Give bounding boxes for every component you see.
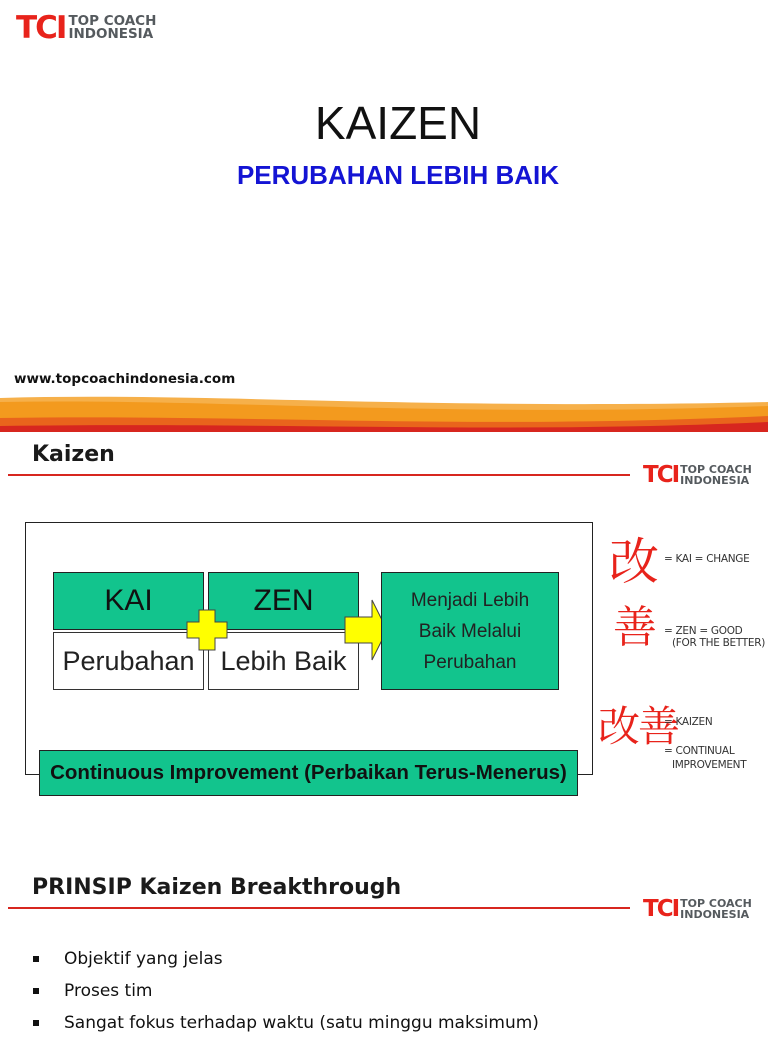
- list-item: [32, 948, 539, 980]
- list-item: [32, 1012, 539, 1044]
- bullet-square-icon: [33, 956, 39, 962]
- brand-line-1: TOP COACH: [680, 897, 752, 910]
- kanji-kai: 改: [609, 533, 659, 591]
- tci-wordmark: TCI: [643, 462, 679, 488]
- bullet-square-icon: [33, 988, 39, 994]
- bullet-square-icon: [33, 1020, 39, 1026]
- brand-line-2: INDONESIA: [68, 26, 154, 42]
- slide-title: KAIZEN: [314, 97, 482, 149]
- kai-note: = KAI = CHANGE: [664, 553, 750, 565]
- kanji-kaizen: 改善: [598, 702, 679, 751]
- zen-note: = ZEN = GOOD: [664, 625, 743, 637]
- tci-brand-text: [680, 898, 752, 920]
- kai-box: KAI: [53, 572, 204, 630]
- heading-rule: [8, 907, 630, 909]
- heading-rule: [8, 474, 630, 476]
- tci-logo: [643, 896, 752, 922]
- continual-note: = CONTINUAL: [664, 745, 735, 757]
- brand-line-1: TOP COACH: [68, 12, 157, 29]
- zen-box: ZEN: [208, 572, 359, 630]
- continuous-improvement-box: Continuous Improvement (Perbaikan Terus-Menerus): [39, 750, 578, 796]
- slide-heading: Kaizen: [32, 442, 115, 467]
- tci-logo: [16, 10, 156, 46]
- brand-line-2: INDONESIA: [680, 908, 750, 921]
- title-slide: [0, 0, 768, 432]
- plus-icon: [186, 609, 228, 651]
- slide-subtitle: PERUBAHAN LEBIH BAIK: [236, 160, 560, 190]
- list-item-text: Proses tim: [64, 981, 153, 1001]
- tci-wordmark: TCI: [643, 896, 679, 922]
- decorative-swoosh-band: [0, 388, 768, 432]
- list-item-text: Objektif yang jelas: [64, 949, 223, 969]
- continual-note-2: IMPROVEMENT: [672, 759, 747, 771]
- tci-wordmark: TCI: [16, 10, 66, 46]
- kaizen-note: = KAIZEN: [664, 716, 713, 728]
- brand-line-2: INDONESIA: [680, 474, 750, 487]
- list-item-text: Sangat fokus terhadap waktu (satu minggu maksimum): [64, 1013, 539, 1033]
- result-line-1: Menjadi Lebih: [410, 589, 530, 611]
- brand-line-1: TOP COACH: [680, 463, 752, 476]
- kai-meaning-box: Perubahan: [53, 632, 204, 690]
- zen-meaning-box: Lebih Baik: [208, 632, 359, 690]
- slide-heading: PRINSIP Kaizen Breakthrough: [32, 875, 402, 900]
- kanji-zen: 善: [613, 602, 657, 653]
- tci-brand-text: [680, 464, 752, 486]
- tci-logo: [643, 462, 752, 488]
- result-box: [381, 572, 559, 690]
- principles-list: [32, 948, 539, 1044]
- zen-note-2: (FOR THE BETTER): [672, 637, 766, 649]
- result-line-3: Perubahan: [423, 651, 517, 673]
- tci-brand-text: [68, 12, 157, 42]
- result-line-2: Baik Melalui: [418, 620, 522, 642]
- list-item: [32, 980, 539, 1012]
- website-url: www.topcoachindonesia.com: [14, 371, 236, 387]
